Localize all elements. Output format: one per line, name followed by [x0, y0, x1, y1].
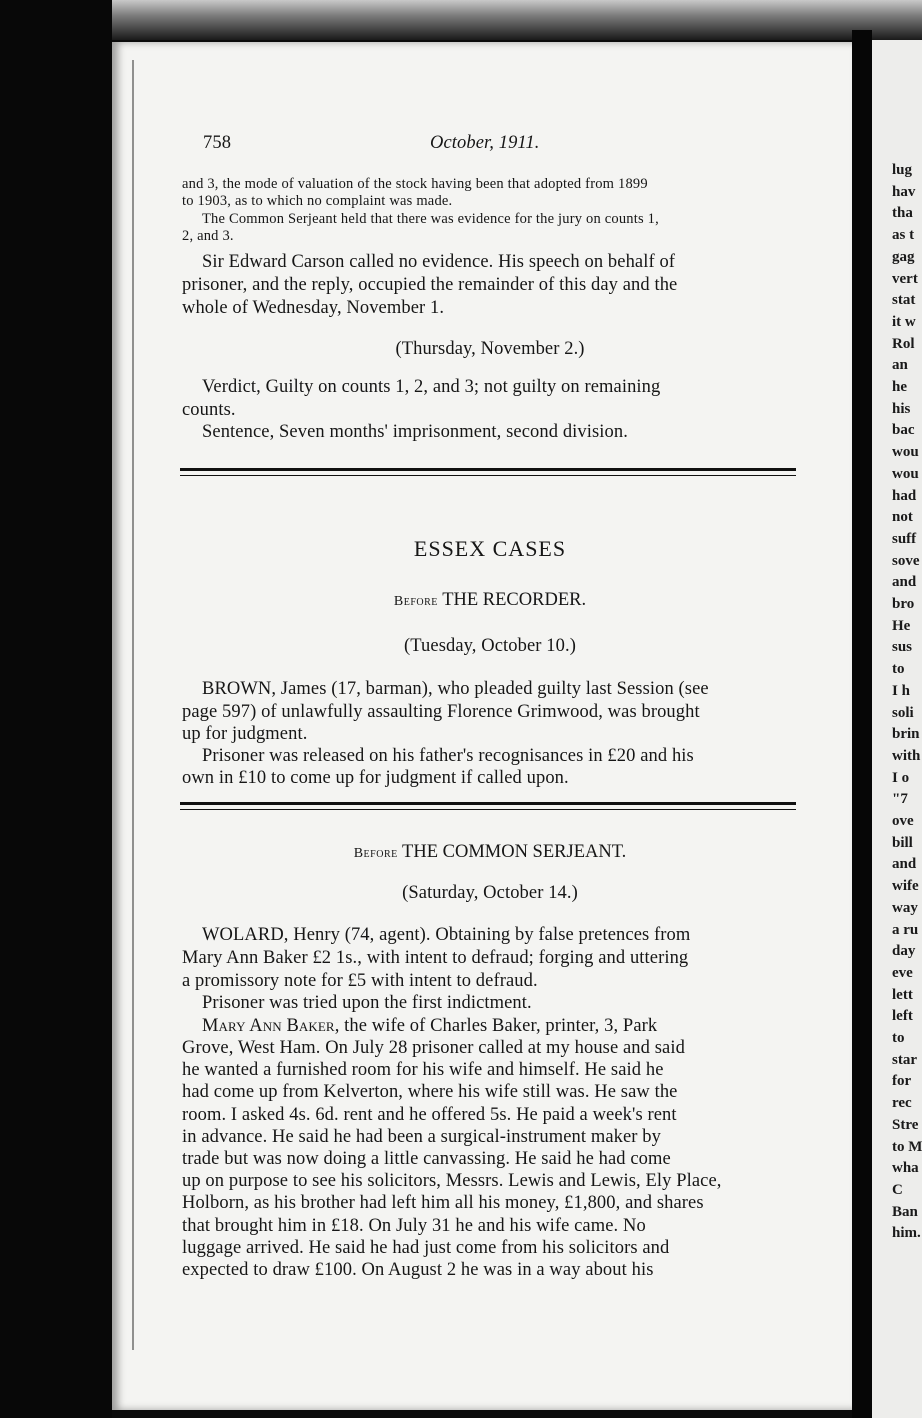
facing-page-fragment: and: [892, 574, 917, 591]
continuation-line: to 1903, as to which no complaint was made.: [182, 193, 453, 209]
case-line: BROWN, James (17, barman), who pleaded guilty last Session (see: [202, 679, 709, 699]
before-label: Before: [353, 846, 398, 861]
book-gutter: [852, 30, 872, 1418]
facing-page-fragment: He: [892, 617, 911, 634]
testimony-line: expected to draw £100. On August 2 he was in a way about his: [182, 1260, 654, 1280]
page-number: 758: [203, 133, 232, 153]
facing-page-fragment: Ban: [892, 1203, 918, 1220]
section-title: ESSEX CASES: [413, 536, 567, 561]
verdict-line: counts.: [182, 400, 236, 420]
facing-page-fragment: rec: [892, 1095, 912, 1112]
facing-page-fragment: to: [892, 661, 905, 678]
testimony-line: room. I asked 4s. 6d. rent and he offered 5s. He paid a week's rent: [182, 1105, 677, 1125]
paragraph-line: whole of Wednesday, November 1.: [182, 298, 445, 318]
testimony-line: Holborn, as his brother had left him all his money, £1,800, and shares: [182, 1193, 704, 1213]
facing-page-fragment: soli: [892, 704, 914, 721]
facing-page-fragment: wou: [892, 444, 919, 461]
testimony-line: he wanted a furnished room for his wife and himself. He said he: [182, 1060, 664, 1080]
facing-page-fragment: vert: [892, 270, 918, 287]
case-line: up for judgment.: [182, 724, 308, 744]
paragraph-line: prisoner, and the reply, occupied the remainder of this day and the: [182, 275, 678, 295]
facing-page-fragment: sove: [892, 552, 920, 569]
facing-page-fragment: tha: [892, 205, 913, 222]
testimony-line: that brought him in £18. On July 31 he and his wife came. No: [182, 1216, 646, 1236]
facing-page-fragment: a ru: [892, 921, 919, 938]
facing-page-fragment: it w: [892, 313, 916, 330]
facing-page-fragment: bill: [892, 834, 913, 851]
facing-page-fragment: star: [892, 1051, 917, 1068]
facing-page-fragment: he: [892, 379, 907, 395]
witness-line: [202, 1016, 657, 1037]
facing-page-fragment: Rol: [892, 335, 915, 352]
facing-page-fragment: "7: [892, 791, 908, 808]
facing-page-fragment: not: [892, 509, 913, 526]
continuation-line: The Common Serjeant held that there was evidence for the jury on counts 1,: [202, 211, 659, 227]
section-rule: [180, 468, 796, 471]
facing-page-fragment: him.: [892, 1225, 921, 1242]
testimony-line: up on purpose to see his solicitors, Messrs. Lewis and Lewis, Ely Place,: [182, 1171, 722, 1191]
facing-page-fragment: I o: [892, 769, 910, 786]
section-rule: [180, 802, 796, 805]
facing-page: [872, 40, 922, 1418]
before-label: Before: [393, 594, 438, 609]
case-line: a promissory note for £5 with intent to defraud.: [182, 971, 538, 991]
facing-page-fragment: suff: [892, 530, 917, 547]
page-inner-edge: [132, 60, 134, 1350]
facing-page-fragment: hav: [892, 183, 916, 200]
facing-page-fragment: to M: [892, 1138, 922, 1155]
case-line: Prisoner was tried upon the first indictment.: [202, 993, 532, 1013]
facing-page-fragment: bro: [892, 596, 915, 612]
testimony-line: Grove, West Ham. On July 28 prisoner called at my house and said: [182, 1038, 685, 1058]
facing-page-fragment: with: [892, 747, 921, 764]
date-heading: (Thursday, November 2.): [395, 339, 585, 359]
facing-page-fragment: day: [892, 943, 916, 960]
date-heading: (Tuesday, October 10.): [404, 636, 576, 656]
case-line: Prisoner was released on his father's recognisances in £20 and his: [202, 746, 694, 766]
testimony-line: had come up from Kelverton, where his wife still was. He saw the: [182, 1082, 678, 1102]
facing-page-fragment: C: [892, 1181, 903, 1198]
case-line: own in £10 to come up for judgment if called upon.: [182, 768, 569, 788]
judge-name: THE COMMON SERJEANT.: [402, 842, 627, 862]
facing-page-fragment: wife: [892, 878, 919, 895]
sentence-line: Sentence, Seven months' imprisonment, second division.: [202, 422, 628, 442]
facing-page-fragment: gag: [892, 248, 915, 265]
facing-page-fragment: I h: [892, 682, 910, 699]
witness-name: Mary Ann Baker: [202, 1016, 335, 1036]
facing-page-fragment: left: [892, 1008, 913, 1025]
court-heading: [180, 590, 800, 611]
judge-name: THE RECORDER.: [442, 590, 587, 610]
facing-page-fragment: bac: [892, 422, 915, 439]
section-rule: [180, 475, 796, 476]
facing-page-fragment: stat: [892, 292, 916, 309]
facing-page-fragment: wha: [892, 1160, 919, 1177]
testimony-line: trade but was now doing a little canvassing. He said he had come: [182, 1149, 671, 1169]
section-rule: [180, 809, 796, 810]
scan-left-margin: [0, 0, 112, 1418]
facing-page-fragment: had: [892, 487, 917, 504]
facing-page-fragment: Stre: [892, 1116, 919, 1133]
continuation-line: 2, and 3.: [182, 228, 234, 244]
facing-page-fragment: as t: [892, 227, 915, 244]
facing-page-fragment: his: [892, 400, 911, 417]
facing-page-fragment: lett: [892, 986, 913, 1003]
witness-intro: , the wife of Charles Baker, printer, 3, Park: [334, 1016, 658, 1036]
running-title: October, 1911.: [430, 133, 540, 153]
facing-page-fragment: wou: [892, 465, 919, 482]
continuation-line: and 3, the mode of valuation of the stock having been that adopted from 1899: [182, 176, 648, 192]
facing-page-fragment: sus: [892, 639, 913, 656]
court-heading: [180, 842, 800, 863]
facing-page-fragment: to: [892, 1030, 905, 1046]
facing-page-fragment: an: [892, 357, 908, 374]
case-line: Mary Ann Baker £2 1s., with intent to defraud; forging and uttering: [182, 948, 689, 968]
facing-page-fragment: lug: [892, 162, 913, 178]
date-heading: (Saturday, October 14.): [402, 883, 578, 903]
case-line: page 597) of unlawfully assaulting Florence Grimwood, was brought: [182, 702, 700, 722]
case-line: WOLARD, Henry (74, agent). Obtaining by false pretences from: [202, 925, 691, 945]
paragraph-line: Sir Edward Carson called no evidence. His speech on behalf of: [202, 252, 676, 272]
facing-page-fragment: and: [892, 856, 917, 873]
scan-top-edge: [0, 0, 922, 40]
facing-page-fragment: way: [892, 899, 918, 916]
testimony-line: in advance. He said he had been a surgical-instrument maker by: [182, 1127, 661, 1147]
facing-page-fragment: brin: [892, 726, 920, 743]
facing-page-fragment: eve: [892, 964, 913, 981]
testimony-line: luggage arrived. He said he had just come from his solicitors and: [182, 1238, 670, 1258]
facing-page-fragment: ove: [892, 813, 914, 829]
facing-page-fragment: for: [892, 1073, 912, 1090]
verdict-line: Verdict, Guilty on counts 1, 2, and 3; not guilty on remaining: [202, 377, 661, 397]
